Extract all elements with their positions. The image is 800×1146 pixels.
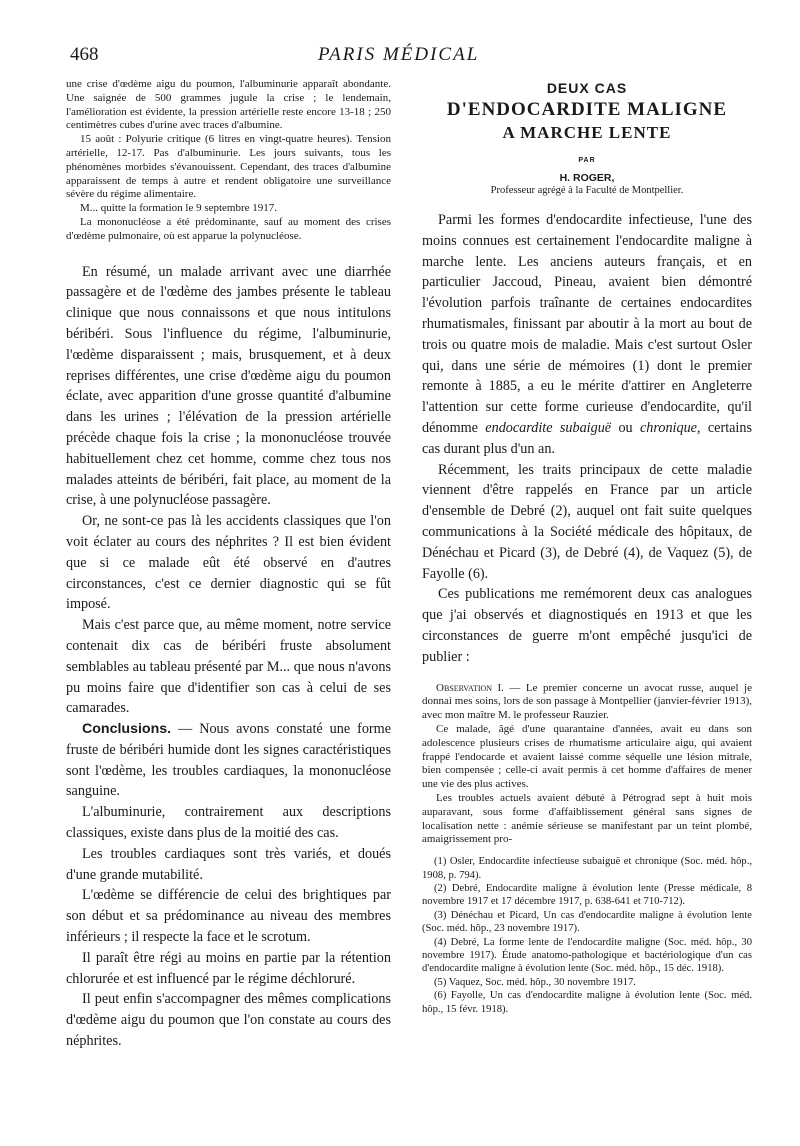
observation <box>422 682 752 848</box>
footnote: (4) Debré, La forme lente de l'endocardite maligne (Soc. méd. hôp., 30 novembre 1917). Étude anatomo-pathologique et bactériologique d'un cas d'endocardite maligne à évolution lente (Soc. méd. hôp., 15 déc. 1918). <box>422 936 752 975</box>
term-chronique: chronique <box>639 419 697 436</box>
article-header <box>422 80 752 196</box>
case-note: 15 août : Polyurie critique (6 litres en vingt-quatre heures). Tension artérielle, 12-17. Pas d'albuminurie. Les jours suivants, tous les phénomènes morbides s'évanouissent. Cependant, des traces d'albumine apparaissent de temps à autre et rendent obligatoire une surveillance sévère du régime alimentaire. <box>66 133 391 201</box>
body-paragraph: Or, ne sont-ce pas là les accidents classiques que l'on voit éclater au cours des néphrites ? Il est bien évident que si ce malade eût été observé en d'autres circonstances, c'est ce dernier diagnostic qui se fût imposé. <box>66 513 391 613</box>
article-body <box>422 210 752 668</box>
para-text: , certains cas durant plus d'un an. <box>422 419 752 457</box>
case-note: une crise d'œdème aigu du poumon, l'albuminurie apparaît abondante. Une saignée de 500 grammes jugule la crise ; le lendemain, l'amélioration est évidente, la pression artérielle reste encore 13-18 ; 250 centimètres cubes d'urine avec traces d'albumine. <box>66 78 391 132</box>
observation-paragraph: Les troubles actuels avaient débuté à Pétrograd sept à huit mois auparavant, sous forme d'affaiblissement général sans signes de localisation nette : anémie sérieuse se manifestant par un teint plombé, amaigrissement pro- <box>422 791 752 846</box>
case-notes <box>66 78 391 244</box>
article-title-line3: A MARCHE LENTE <box>502 123 672 142</box>
body-paragraph: En résumé, un malade arrivant avec une diarrhée passagère et de l'œdème des jambes présente le tableau clinique que nous connaissons et que nous intitulons béribéri. Sous l'influence du régime, l'albuminurie, l'œdème disparaissent ; mais, brusquement, et à deux reprises différentes, une crise d'œdème aigu du poumon éclate, avec apparition d'une grosse quantité d'albumine dans les urines ; l'élévation de la pression artérielle précède chaque fois la crise ; la mononucléose trouvée habituellement chez cet homme, comme chez tous nos malades atteints de béribéri, fait place, au moment de la crise, à une polynucléose passagère. <box>66 263 391 509</box>
body-paragraph: L'albuminurie, contrairement aux descriptions classiques, existe dans plus de la moitié des cas. <box>66 804 391 842</box>
footnote: (5) Vaquez, Soc. méd. hôp., 30 novembre 1917. <box>434 976 636 988</box>
observation-text: — Le premier concerne un avocat russe, auquel je donnai mes soins, lors de son passage à Montpellier (janvier-février 1913), avec mon maître M. le professeur Rauzier. <box>422 681 752 722</box>
body-paragraph <box>422 210 752 460</box>
body-paragraph: L'œdème se différencie de celui des brightiques par son début et sa prédominance au niveau des membres inférieurs ; il respecte la face et le scrotum. <box>66 887 391 946</box>
right-column <box>422 78 752 1016</box>
observation-paragraph: Ce malade, âgé d'une quarantaine d'années, avait eu dans son adolescence plusieurs crises de rhumatisme articulaire aigu, qui avaient frappé l'endocarde et avaient laissé comme séquelle une lésion mitrale, bien compensée ; celle-ci avait permis à cet homme d'affaires de mener une vie des plus actives. <box>422 722 752 791</box>
observation-paragraph <box>422 682 752 723</box>
article-title-line2: D'ENDOCARDITE MALIGNE <box>446 99 728 120</box>
author-name: H. ROGER, <box>559 172 615 184</box>
body-paragraph: Récemment, les traits principaux de cette maladie viennent d'être rappelés en France par un article d'ensemble de Debré (2), auquel ont fait suite quelques communications à la Société médicale des hôpitaux, de Dénéchau et Picard (3), de Debré (4), de Vaquez (5), de Fayolle (6). <box>422 461 752 582</box>
journal-title: PARIS MÉDICAL <box>318 44 480 65</box>
body-paragraph: Il paraît être régi au moins en partie par la rétention chlorurée et est influencé par le régime déchloruré. <box>66 949 391 987</box>
case-note: La mononucléose a été prédominante, sauf au moment des crises d'œdème pulmonaire, où est apparue la polynucléose. <box>66 215 391 242</box>
para-text: ou <box>611 419 640 436</box>
author-affiliation: Professeur agrégé à la Faculté de Montpellier. <box>490 185 684 196</box>
footnote: (3) Dénéchau et Picard, Un cas d'endocardite maligne à évolution lente (Soc. méd. hôp., 23 novembre 1917). <box>422 909 752 935</box>
conclusions-text: — Nous avons constaté une forme fruste de béribéri humide dont les signes caractéristiques sont l'œdème, les troubles cardiaques, la mononucléose sanguine. <box>66 721 391 800</box>
conclusions-heading: Conclusions. <box>82 721 172 738</box>
discussion-text <box>66 262 391 1052</box>
article-title-line1: DEUX CAS <box>546 80 628 96</box>
conclusions-paragraph <box>66 719 391 802</box>
para-text: Parmi les formes d'endocardite infectieuse, l'une des moins connues est certainement l'endocardite maligne à marche lente. Les anciens auteurs français, et en particulier Jaccoud, Pineau, avaient bien démontré l'évolution parfois traînante de certaines endocardites rhumatismales, finissant par aboutir à la mort au bout de trois ou quatre mois de maladie. Mais c'est surtout Osler qui, dans une série de mémoires (1) dont le premier remonte à 1885, a eu le mérite d'attirer en Angleterre l'attention sur cette forme curieuse d'endocardite, qu'il dénomme <box>422 212 752 436</box>
observation-label: Observation I. <box>436 681 504 694</box>
term-subaigue: endocardite subaiguë <box>485 419 612 436</box>
page-number: 468 <box>70 44 99 65</box>
body-paragraph: Ces publications me remémorent deux cas analogues que j'ai observés et diagnostiqués en 1913 et que les circonstances de guerre m'ont empêché jusqu'ici de publier : <box>422 586 752 665</box>
case-note: M... quitte la formation le 9 septembre 1917. <box>80 202 278 215</box>
left-column <box>66 78 391 1052</box>
footnote: (2) Debré, Endocardite maligne à évolution lente (Presse médicale, 8 novembre 1917 et 17 décembre 1917, p. 638-641 et 710-712). <box>422 882 752 908</box>
footnote: (1) Osler, Endocardite infectieuse subaiguë et chronique (Soc. méd. hôp., 1908, p. 794). <box>422 856 752 881</box>
body-paragraph: Mais c'est parce que, au même moment, notre service contenait dix cas de béribéri fruste absolument semblables au tableau présenté par M... que nous n'avons pu moins faire que d'identifier son cas à celui de ses camarades. <box>66 617 391 717</box>
footnote: (6) Fayolle, Un cas d'endocardite maligne à évolution lente (Soc. méd. hôp., 15 févr. 1918). <box>422 990 752 1015</box>
body-paragraph: Il peut enfin s'accompagner des mêmes complications d'œdème aigu du poumon que l'on constate au cours des néphrites. <box>66 991 391 1050</box>
byline-par: PAR <box>578 157 596 164</box>
footnotes <box>422 855 752 1016</box>
body-paragraph: Les troubles cardiaques sont très variés, et doués d'une grande mutabilité. <box>66 845 391 883</box>
